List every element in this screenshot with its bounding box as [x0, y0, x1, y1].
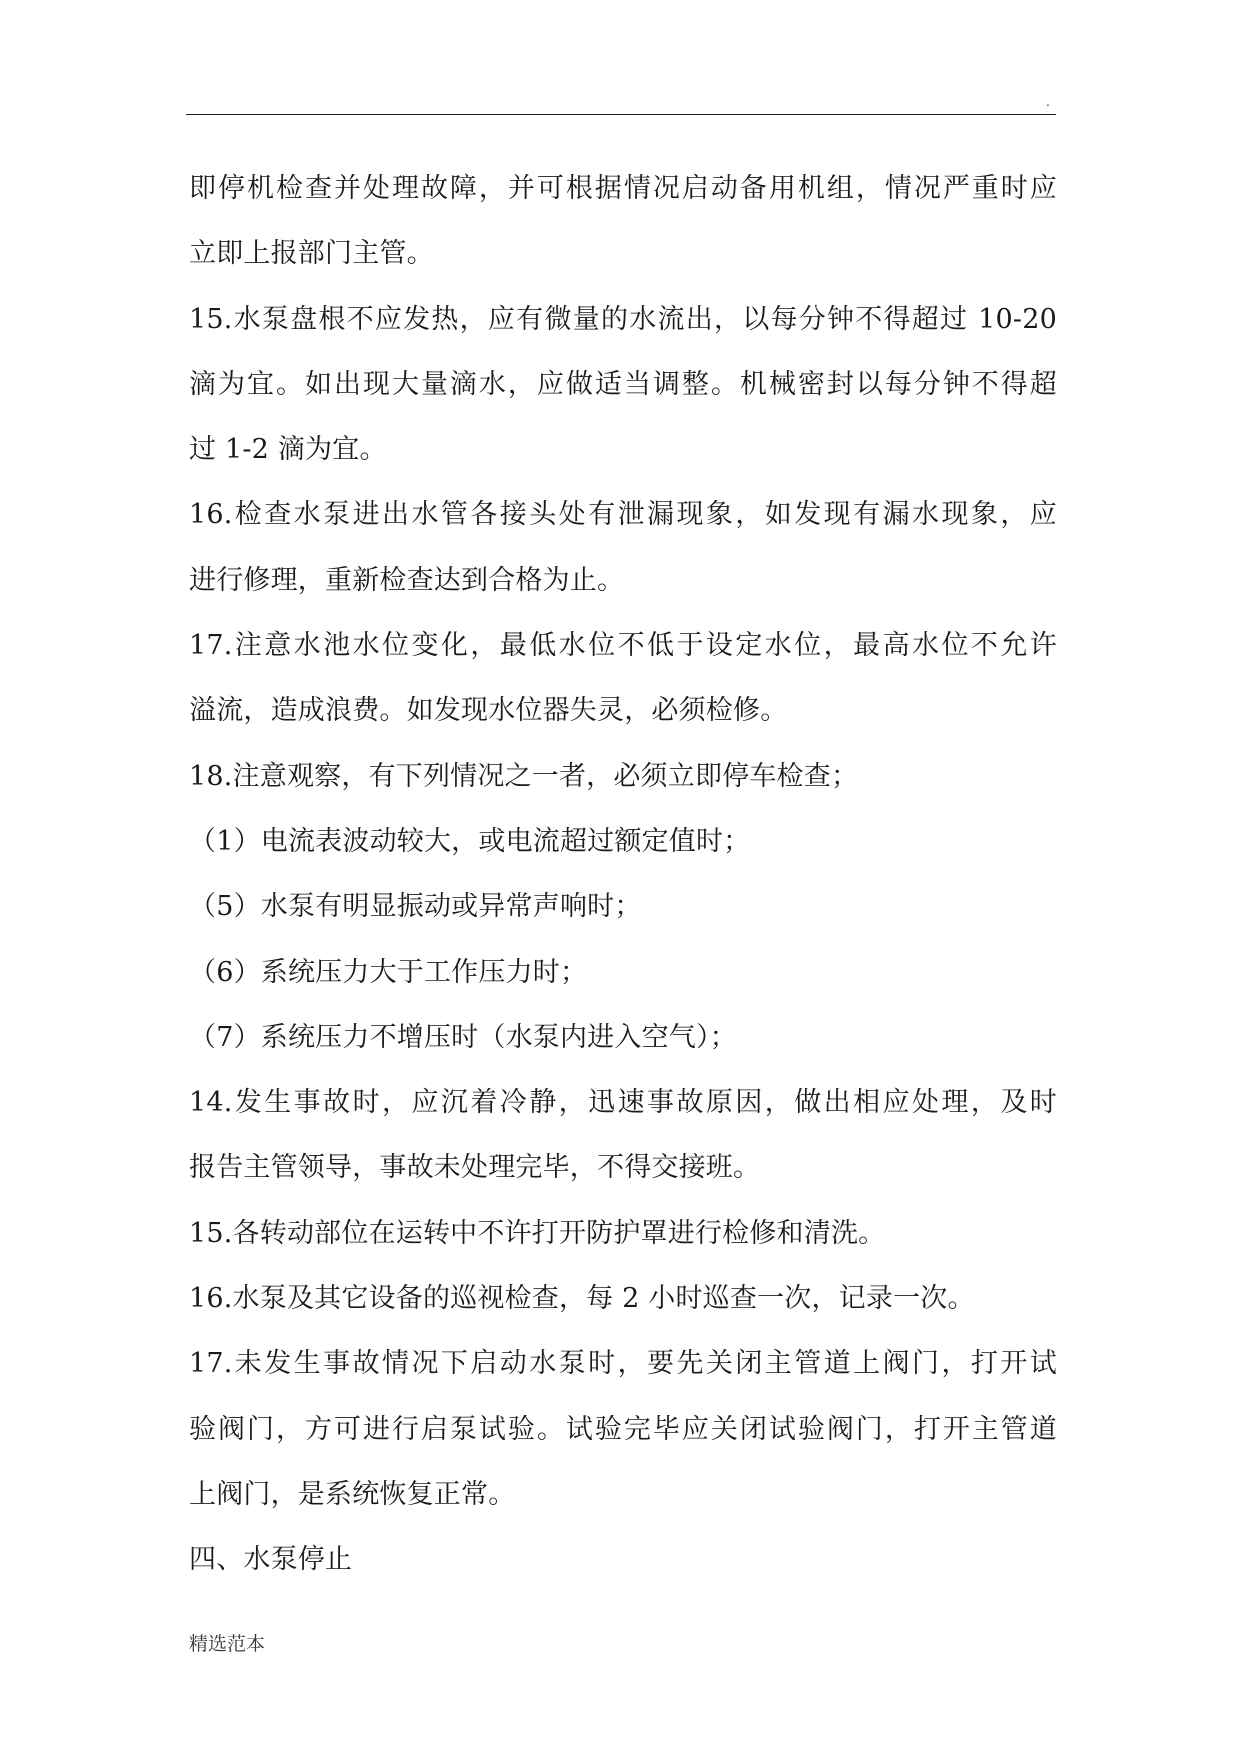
text-line: 滴为宜。如出现大量滴水，应做适当调整。机械密封以每分钟不得超 — [189, 368, 1057, 400]
header-rule — [186, 114, 1056, 115]
text-line: 进行修理，重新检查达到合格为止。 — [189, 564, 625, 596]
text-line: 过 1-2 滴为宜。 — [189, 434, 387, 466]
text-line: 验阀门，方可进行启泵试验。试验完毕应关闭试验阀门，打开主管道 — [189, 1413, 1057, 1445]
text-line: 即停机检查并处理故障，并可根据情况启动备用机组，情况严重时应 — [189, 173, 1057, 204]
text-line: 16.检查水泵进出水管各接头处有泄漏现象，如发现有漏水现象，应 — [189, 499, 1057, 531]
text-line: 17.注意水池水位变化，最低水位不低于设定水位，最高水位不允许 — [189, 630, 1057, 662]
text-line: （5）水泵有明显振动或异常声响时； — [189, 891, 642, 923]
text-line: 15.水泵盘根不应发热，应有微量的水流出，以每分钟不得超过 10-20 — [189, 303, 1057, 335]
document-body — [189, 156, 1057, 1593]
footer-text: 精选范本 — [189, 1633, 266, 1655]
text-line: （7）系统压力不增压时（水泵内进入空气）； — [189, 1021, 737, 1053]
text-line: 17.未发生事故情况下启动水泵时，要先关闭主管道上阀门，打开试 — [189, 1348, 1057, 1380]
text-line: 立即上报部门主管。 — [189, 238, 434, 270]
text-line: 18.注意观察，有下列情况之一者，必须立即停车检查； — [189, 760, 859, 792]
header-mark: . — [1046, 93, 1050, 109]
text-line: 14.发生事故时，应沉着冷静，迅速事故原因，做出相应处理，及时 — [189, 1087, 1057, 1119]
section-heading: 四、水泵停止 — [189, 1544, 353, 1576]
text-line: 报告主管领导，事故未处理完毕，不得交接班。 — [189, 1152, 761, 1184]
text-line: （1）电流表波动较大，或电流超过额定值时； — [189, 825, 751, 857]
text-line: 上阀门，是系统恢复正常。 — [189, 1478, 516, 1510]
text-line: 16.水泵及其它设备的巡视检查，每 2 小时巡查一次，记录一次。 — [189, 1283, 975, 1315]
text-line: 15.各转动部位在运转中不许打开防护罩进行检修和清洗。 — [189, 1217, 886, 1249]
text-line: （6）系统压力大于工作压力时； — [189, 956, 588, 988]
text-line: 溢流，造成浪费。如发现水位器失灵，必须检修。 — [189, 695, 788, 727]
